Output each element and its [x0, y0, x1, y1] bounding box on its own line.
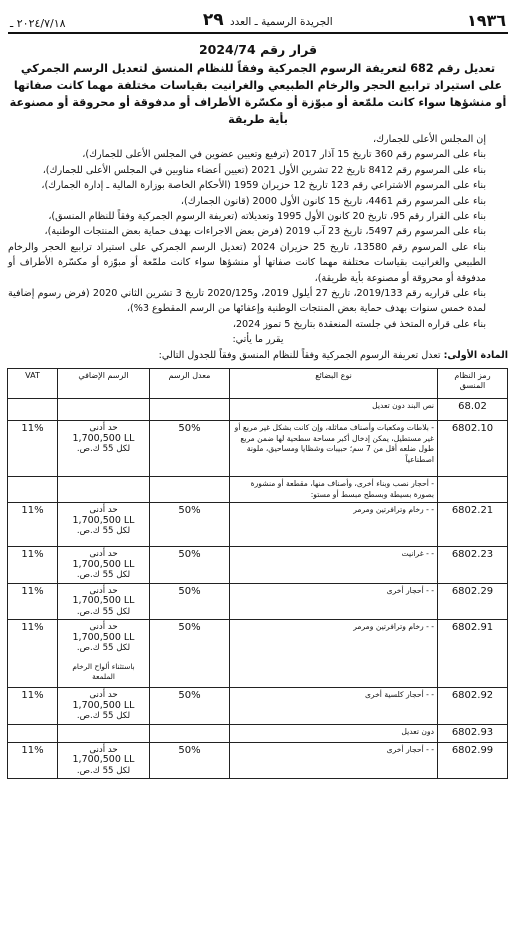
- description-cell: نص البند دون تعديل: [230, 399, 438, 421]
- extra-amount: 1,700,500 LL: [72, 432, 135, 444]
- extra-fee-cell: [58, 620, 150, 688]
- vat-cell: 11%: [8, 503, 58, 547]
- issue-date: ٢٠٢٤/٧/١٨ ـ: [10, 17, 66, 30]
- tariff-table: [7, 368, 508, 779]
- vat-cell: [8, 399, 58, 421]
- rate-cell: 50%: [150, 583, 230, 620]
- extra-amount: 1,700,500 LL: [72, 699, 135, 711]
- extra-note: باستثناء ألواح الرخام الملمعة: [72, 661, 135, 682]
- gazette-issue: [200, 10, 333, 30]
- hs-code-cell: 6802.92: [438, 688, 508, 725]
- extra-unit: لكل 55 ك.ص.: [76, 606, 131, 617]
- preamble-line: إن المجلس الأعلى للجمارك،: [372, 134, 486, 145]
- table-row: [8, 477, 508, 503]
- extra-fee-cell: [58, 583, 150, 620]
- extra-unit: لكل 55 ك.ص.: [76, 643, 131, 654]
- vat-cell: [8, 477, 58, 503]
- decides-line: يقرر ما يأتي:: [232, 334, 284, 346]
- extra-amount: 1,700,500 LL: [72, 514, 135, 526]
- description-cell: - - أحجار أخرى: [230, 583, 438, 620]
- hs-code-cell: [438, 477, 508, 503]
- article-one: [8, 348, 508, 363]
- extra-min-label: حد أدنى: [89, 585, 118, 596]
- table-row: [8, 547, 508, 584]
- decision-title: تعديل رقم 682 لتعريفة الرسوم الجمركية وفقاً للنظام المنسق لتعديل الرسم الجمركي على استيراد ترابيع الحجر والرخام الطبيعي والغرانيت بقياسات مختلفة مهما كانت صفاتها أو منشؤها سواء كانت ملمّعة أو مبوّزة أو مكسّرة الأطراف أو مدفوقة أو محروقة أو مصنوعة بأية طريقة: [9, 62, 507, 126]
- extra-min-label: حد أدنى: [89, 622, 118, 633]
- extra-amount: 1,700,500 LL: [72, 631, 135, 643]
- preamble-line: بناء على المرسوم رقم 4461، تاريخ 15 كانون الأول 2000 (قانون الجمارك)،: [180, 195, 486, 207]
- preamble-line: بناء على المرسوم الاشتراعي رقم 123 تاريخ 12 حزيران 1959 (الأحكام الخاصة بوزارة المالية ـ إدارة الجمارك)،: [41, 180, 486, 192]
- header-extra-fee: الرسم الإضافي: [58, 369, 150, 399]
- rate-cell: [150, 477, 230, 503]
- table-row: [8, 724, 508, 742]
- issue-number: ٢٩: [202, 10, 224, 30]
- hs-code-cell: 6802.21: [438, 503, 508, 547]
- hs-code-cell: 6802.29: [438, 583, 508, 620]
- hs-code-cell: 68.02: [438, 399, 508, 421]
- extra-fee-cell: [58, 688, 150, 725]
- rate-cell: 50%: [150, 421, 230, 477]
- vat-cell: 11%: [8, 547, 58, 584]
- rate-cell: 50%: [150, 620, 230, 688]
- extra-fee-cell: [58, 477, 150, 503]
- extra-fee-cell: [58, 399, 150, 421]
- extra-min-label: حد أدنى: [89, 505, 118, 516]
- extra-unit: لكل 55 ك.ص.: [76, 526, 131, 537]
- description-cell: - - أحجار أخرى: [230, 742, 438, 779]
- description-cell: - - رخام وترافرتين ومرمر: [230, 503, 438, 547]
- extra-min-label: حد أدنى: [89, 423, 118, 434]
- hs-code-cell: 6802.91: [438, 620, 508, 688]
- preamble-line: بناء على المرسوم رقم 13580، تاريخ 25 حزيران 2024 (تعديل الرسم الجمركي على استيراد ترابيع الحجر والرخام الطبيعي والغرانيت بقياسات مختلفة مهما كانت صفاتها أو منشؤها سواء كانت ملمّعة أو مبوّزة أو مكسّرة الأطراف أو مدفوقة أو محروقة أو مصنوعة بأية طريقة)،: [8, 241, 486, 284]
- rate-cell: 50%: [150, 688, 230, 725]
- description-cell: - أحجار نصب وبناء أخرى، وأصناف منها، مقطعة أو منشورة بصورة بسيطة وبسطح مبسط أو مستو:: [230, 477, 438, 503]
- extra-min-label: حد أدنى: [89, 549, 118, 560]
- gazette-name: الجريدة الرسمية ـ العدد: [229, 16, 333, 28]
- hs-code-cell: 6802.10: [438, 421, 508, 477]
- extra-unit: لكل 55 ك.ص.: [76, 765, 131, 776]
- header-description: نوع البضائع: [230, 369, 438, 399]
- extra-min-label: حد أدنى: [89, 744, 118, 755]
- vat-cell: 11%: [8, 742, 58, 779]
- rate-cell: [150, 724, 230, 742]
- preamble-line: بناء على قراريه رقم 2019/133، تاريخ 27 أيلول 2019، و2020/125 تاريخ 3 تشرين الثاني 2020 (فرض رسوم إضافية لمدة خمس سنوات بهدف حماية بعض المنتجات الوطنية وإعفائها من الرسم المقطوع 3%)،: [8, 288, 486, 315]
- preamble-line: بناء على المرسوم رقم 8412 تاريخ 22 تشرين الأول 2021 (تعيين أعضاء مناوبين في المجلس الأعلى للجمارك)،: [42, 164, 486, 176]
- extra-fee-cell: [58, 503, 150, 547]
- extra-unit: لكل 55 ك.ص.: [76, 711, 131, 722]
- table-row: [8, 399, 508, 421]
- decision-number: قرار رقم 2024/74: [198, 42, 318, 57]
- article-label: المادة الأولى:: [443, 349, 508, 361]
- extra-unit: لكل 55 ك.ص.: [76, 570, 131, 581]
- preamble-line: بناء على المرسوم رقم 5497، تاريخ 23 آب 2019 (فرض بعض الاجراءات بهدف حماية بعض المنتجات الوطنية)،: [44, 226, 486, 238]
- extra-amount: 1,700,500 LL: [72, 595, 135, 607]
- table-row: [8, 620, 508, 688]
- extra-amount: 1,700,500 LL: [72, 754, 135, 766]
- rate-cell: [150, 399, 230, 421]
- extra-fee-cell: [58, 421, 150, 477]
- description-cell: - - رخام وترافرتين ومرمر: [230, 620, 438, 688]
- description-cell: دون تعديل: [230, 724, 438, 742]
- vat-cell: 11%: [8, 688, 58, 725]
- description-cell: - بلاطات ومكعبات وأصناف مماثلة، وإن كانت بشكل غير مربع أو غير مستطيل، يمكن إدخال أكبر مساحة سطحية لها ضمن مربع طول ضلعه أقل من 7 سم؛ حبيبات وشظايا ومساحيق، ملونة اصطناعياً: [230, 421, 438, 477]
- table-body: [8, 399, 508, 779]
- extra-amount: 1,700,500 LL: [72, 558, 135, 570]
- vat-cell: 11%: [8, 620, 58, 688]
- vat-cell: 11%: [8, 583, 58, 620]
- hs-code-cell: 6802.99: [438, 742, 508, 779]
- table-row: [8, 503, 508, 547]
- article-text: تعدل تعريفة الرسوم الجمركية وفقاً للنظام المنسق وفقاً للجدول التالي:: [158, 349, 441, 361]
- rate-cell: 50%: [150, 547, 230, 584]
- rate-cell: 50%: [150, 742, 230, 779]
- table-header-row: [8, 369, 508, 399]
- rate-cell: 50%: [150, 503, 230, 547]
- hs-code-cell: 6802.23: [438, 547, 508, 584]
- header-rate: معدل الرسم: [150, 369, 230, 399]
- table-row: [8, 742, 508, 779]
- page-number: ١٩٣٦: [466, 11, 506, 30]
- hs-code-cell: 6802.93: [438, 724, 508, 742]
- description-cell: - - غرانيت: [230, 547, 438, 584]
- decision-body: [8, 132, 508, 363]
- extra-min-label: حد أدنى: [89, 690, 118, 701]
- header-code: رمز النظام المنسق: [438, 369, 508, 399]
- extra-fee-cell: [58, 547, 150, 584]
- extra-unit: لكل 55 ك.ص.: [76, 444, 131, 455]
- vat-cell: [8, 724, 58, 742]
- table-row: [8, 688, 508, 725]
- vat-cell: 11%: [8, 421, 58, 477]
- extra-fee-cell: [58, 724, 150, 742]
- table-row: [8, 583, 508, 620]
- preamble-line: بناء على القرار رقم 95، تاريخ 20 كانون الأول 1995 وتعديلاته (تعريفة الرسوم الجمركية وفقاً للنظام المنسق)،: [48, 211, 486, 223]
- header-vat: VAT: [8, 369, 58, 399]
- preamble-line: بناء على قراره المتخذ في جلسته المنعقدة بتاريخ 5 تموز 2024،: [232, 318, 486, 330]
- page-header: [8, 6, 508, 34]
- table-row: [8, 421, 508, 477]
- preamble-line: بناء على المرسوم رقم 360 تاريخ 15 آذار 2017 (ترفيع وتعيين عضوين في المجلس الأعلى للجمارك)،: [82, 149, 486, 161]
- description-cell: - - أحجار كلسية أخرى: [230, 688, 438, 725]
- extra-fee-cell: [58, 742, 150, 779]
